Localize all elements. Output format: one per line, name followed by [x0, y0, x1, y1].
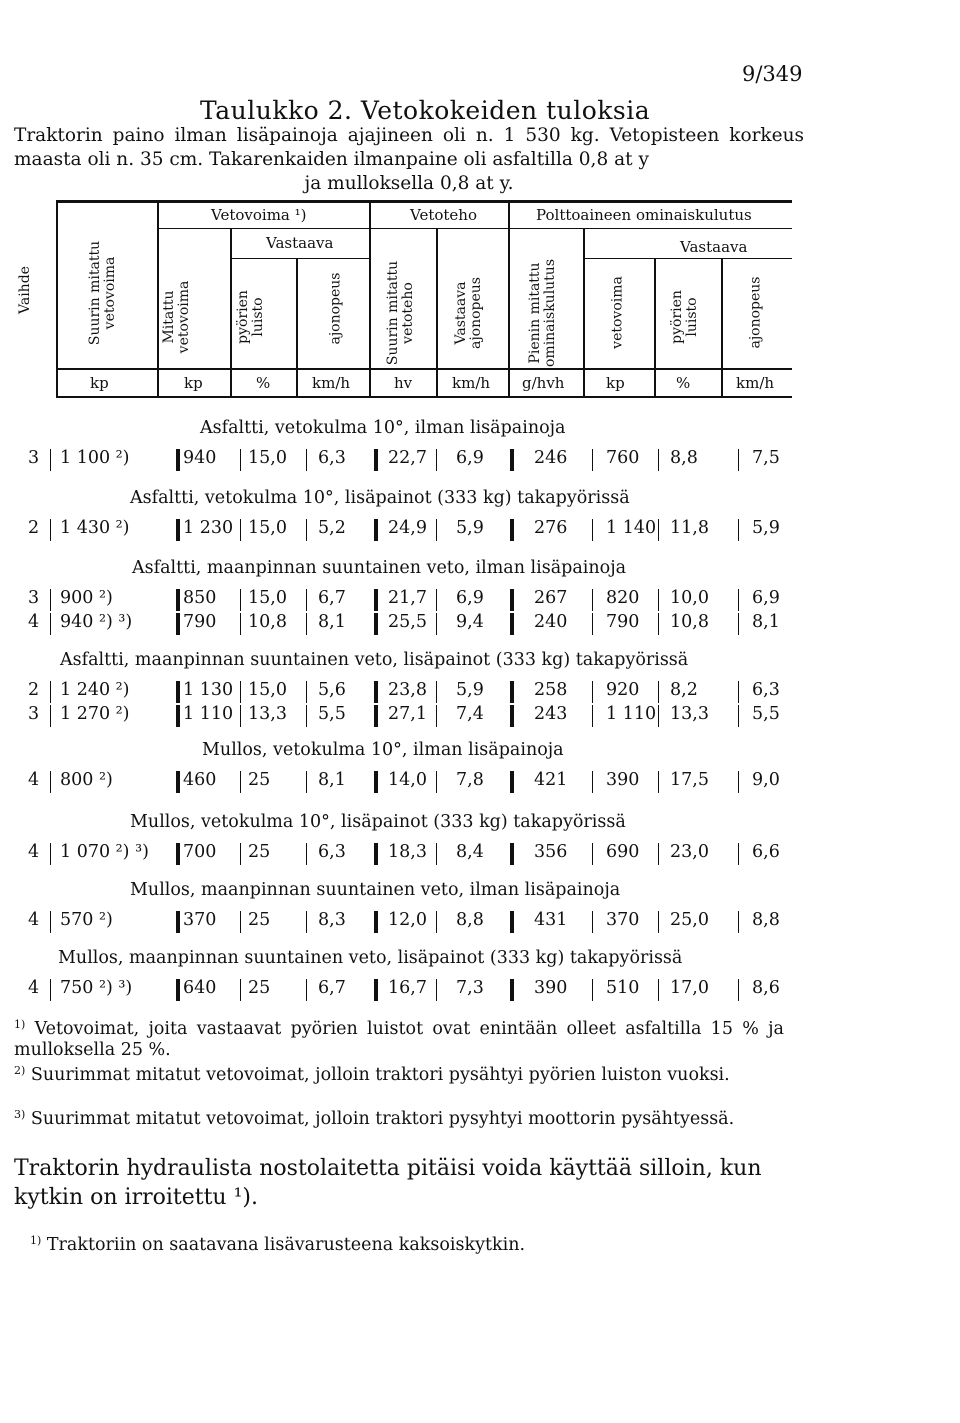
cell-power: 25,5 — [388, 612, 427, 632]
cell-power: 23,8 — [388, 680, 427, 700]
footnote-1: $^{1)}$ Vetovoimat, joita vastaavat pyörien luistot ovat enintään olleet asfaltilla 15 % ja mulloksella 25 %. — [14, 1018, 784, 1060]
cell-min-cons: 258 — [534, 680, 568, 700]
column-rule — [50, 705, 51, 727]
cell-gear: 4 — [28, 910, 40, 930]
column-rule — [592, 613, 593, 635]
cell-max-force: 750 ²) ³) — [60, 978, 133, 998]
cell-c-speed: 8,6 — [752, 978, 780, 998]
column-rule — [50, 449, 51, 471]
column-rule — [176, 843, 180, 865]
column-rule — [658, 911, 659, 933]
cell-max-force: 1 240 ²) — [60, 680, 130, 700]
cell-p-speed: 7,4 — [456, 704, 484, 724]
cell-p-speed: 5,9 — [456, 518, 484, 538]
section-title: Asfaltti, vetokulma 10°, ilman lisäpainoja — [200, 418, 566, 438]
cell-min-cons: 240 — [534, 612, 568, 632]
cell-p-speed: 9,4 — [456, 612, 484, 632]
column-rule — [658, 449, 659, 471]
column-rule — [240, 613, 241, 635]
column-rule — [436, 519, 437, 541]
closing-paragraph: Traktorin hydraulista nostolaitetta pitäisi voida käyttää silloin, kun kytkin on irroitettu ¹). — [14, 1156, 762, 1210]
cell-slip: 13,3 — [248, 704, 287, 724]
column-rule — [658, 589, 659, 611]
column-rule — [374, 979, 378, 1001]
column-rule — [592, 843, 593, 865]
table-title: Taulukko 2. Vetokokeiden tuloksia — [200, 96, 651, 125]
cell-slip: 15,0 — [248, 588, 287, 608]
column-rule — [510, 681, 514, 703]
col-pyorien-luisto-1: pyörien luisto — [235, 290, 266, 344]
column-rule — [176, 911, 180, 933]
column-rule — [436, 449, 437, 471]
footnote-2: $^{2)}$ Suurimmat mitatut vetovoimat, jolloin traktori pysähtyi pyörien luiston vuoksi. — [14, 1064, 730, 1085]
column-rule — [176, 705, 180, 727]
cell-slip: 25 — [248, 910, 271, 930]
cell-c-slip: 11,8 — [670, 518, 709, 538]
column-rule — [306, 979, 307, 1001]
cell-slip: 25 — [248, 770, 271, 790]
column-rule — [436, 589, 437, 611]
cell-force: 1 230 — [183, 518, 234, 538]
section-title: Asfaltti, maanpinnan suuntainen veto, ilman lisäpainoja — [132, 558, 627, 578]
cell-gear: 2 — [28, 518, 40, 538]
cell-p-speed: 6,9 — [456, 588, 484, 608]
column-rule — [240, 771, 241, 793]
col-suurin-vetovoima: Suurin mitattu vetovoima — [87, 240, 118, 346]
table-row — [0, 978, 960, 1002]
section-title: Mullos, vetokulma 10°, lisäpainot (333 kg) takapyörissä — [130, 812, 626, 832]
cell-p-speed: 7,3 — [456, 978, 484, 998]
group-vastaava-1: Vastaava — [266, 234, 334, 252]
column-rule — [658, 681, 659, 703]
column-rule — [306, 705, 307, 727]
cell-power: 14,0 — [388, 770, 427, 790]
column-rule — [658, 979, 659, 1001]
cell-c-force: 760 — [606, 448, 640, 468]
column-rule — [510, 843, 514, 865]
column-rule — [658, 519, 659, 541]
table-row — [0, 612, 960, 636]
column-rule — [306, 589, 307, 611]
cell-speed: 8,1 — [318, 770, 346, 790]
cell-p-speed: 5,9 — [456, 680, 484, 700]
cell-gear: 3 — [28, 448, 40, 468]
table-row — [0, 680, 960, 704]
cell-speed: 6,7 — [318, 978, 346, 998]
column-rule — [374, 449, 378, 471]
column-rule — [50, 979, 51, 1001]
unit-kp-1: kp — [90, 374, 109, 392]
cell-gear: 4 — [28, 842, 40, 862]
cell-force: 790 — [183, 612, 217, 632]
column-rule — [658, 705, 659, 727]
intro-text: Traktorin paino ilman lisäpainoja ajajineen oli n. 1 530 kg. Vetopisteen korkeus maasta oli n. 35 cm. Takarenkaiden ilmanpaine oli asfaltilla 0,8 at y — [14, 125, 804, 170]
cell-max-force: 1 270 ²) — [60, 704, 130, 724]
column-rule — [510, 519, 514, 541]
cell-slip: 15,0 — [248, 680, 287, 700]
cell-max-force: 940 ²) ³) — [60, 612, 133, 632]
column-rule — [510, 589, 514, 611]
col-ajonopeus-2: ajonopeus — [747, 276, 764, 349]
cell-gear: 3 — [28, 588, 40, 608]
column-rule — [50, 589, 51, 611]
cell-c-speed: 8,1 — [752, 612, 780, 632]
cell-c-force: 1 110 — [606, 704, 657, 724]
col-vaihde: Vaihde — [17, 266, 33, 314]
cell-p-speed: 6,9 — [456, 448, 484, 468]
column-rule — [436, 843, 437, 865]
cell-max-force: 900 ²) — [60, 588, 113, 608]
cell-force: 370 — [183, 910, 217, 930]
cell-slip: 15,0 — [248, 448, 287, 468]
group-polttoaine: Polttoaineen ominaiskulutus — [536, 206, 752, 224]
column-rule — [240, 911, 241, 933]
column-rule — [592, 519, 593, 541]
column-rule — [592, 771, 593, 793]
col-mitattu-vetovoima: Mitattu vetovoima — [161, 280, 192, 354]
unit-kp-2: kp — [184, 374, 203, 392]
column-rule — [658, 613, 659, 635]
column-rule — [374, 519, 378, 541]
cell-power: 21,7 — [388, 588, 427, 608]
group-vastaava-2: Vastaava — [680, 238, 748, 256]
column-rule — [240, 519, 241, 541]
column-rule — [592, 449, 593, 471]
column-rule — [240, 843, 241, 865]
column-rule — [176, 449, 180, 471]
cell-gear: 4 — [28, 770, 40, 790]
cell-force: 1 130 — [183, 680, 234, 700]
footnote-3: $^{3)}$ Suurimmat mitatut vetovoimat, jolloin traktori pysyhtyi moottorin pysähtyessä. — [14, 1108, 735, 1129]
cell-min-cons: 267 — [534, 588, 568, 608]
cell-speed: 6,7 — [318, 588, 346, 608]
column-rule — [240, 681, 241, 703]
cell-c-slip: 17,5 — [670, 770, 709, 790]
unit-percent-2: % — [676, 374, 691, 392]
column-rule — [510, 613, 514, 635]
column-rule — [436, 911, 437, 933]
cell-c-force: 510 — [606, 978, 640, 998]
col-ajonopeus-1: ajonopeus — [327, 272, 344, 345]
column-rule — [306, 681, 307, 703]
cell-power: 22,7 — [388, 448, 427, 468]
cell-c-slip: 10,8 — [670, 612, 709, 632]
section-title: Asfaltti, vetokulma 10°, lisäpainot (333 kg) takapyörissä — [130, 488, 630, 508]
cell-c-slip: 8,8 — [670, 448, 698, 468]
table-row — [0, 910, 960, 934]
column-rule — [592, 705, 593, 727]
column-rule — [176, 771, 180, 793]
cell-power: 12,0 — [388, 910, 427, 930]
column-rule — [374, 911, 378, 933]
unit-kmh-2: km/h — [452, 374, 491, 392]
col-suurin-vetoteho: Suurin mitattu vetoteho — [385, 260, 416, 366]
column-rule — [436, 979, 437, 1001]
cell-min-cons: 243 — [534, 704, 568, 724]
cell-c-slip: 25,0 — [670, 910, 709, 930]
table-intro — [14, 124, 804, 196]
column-rule — [240, 589, 241, 611]
cell-c-slip: 13,3 — [670, 704, 709, 724]
column-rule — [50, 681, 51, 703]
cell-c-speed: 8,8 — [752, 910, 780, 930]
cell-gear: 3 — [28, 704, 40, 724]
column-rule — [374, 613, 378, 635]
cell-c-force: 1 140 — [606, 518, 657, 538]
column-rule — [50, 911, 51, 933]
column-rule — [738, 705, 739, 727]
column-rule — [738, 979, 739, 1001]
cell-force: 640 — [183, 978, 217, 998]
column-rule — [738, 449, 739, 471]
column-rule — [374, 589, 378, 611]
column-rule — [738, 519, 739, 541]
cell-force: 1 110 — [183, 704, 234, 724]
col-vastaava-ajonopeus: Vastaava ajonopeus — [453, 277, 484, 350]
cell-p-speed: 7,8 — [456, 770, 484, 790]
cell-slip: 25 — [248, 978, 271, 998]
cell-speed: 5,5 — [318, 704, 346, 724]
cell-gear: 4 — [28, 612, 40, 632]
cell-speed: 6,3 — [318, 842, 346, 862]
column-rule — [374, 681, 378, 703]
col-pienin-ominaiskulutus: Pienin mitattu ominaiskulutus — [527, 258, 558, 368]
column-rule — [306, 519, 307, 541]
table-header — [17, 200, 792, 398]
table-row — [0, 588, 960, 612]
cell-min-cons: 276 — [534, 518, 568, 538]
cell-speed: 5,2 — [318, 518, 346, 538]
column-rule — [374, 705, 378, 727]
cell-c-speed: 7,5 — [752, 448, 780, 468]
column-rule — [738, 911, 739, 933]
cell-c-speed: 6,6 — [752, 842, 780, 862]
column-rule — [50, 843, 51, 865]
cell-c-force: 820 — [606, 588, 640, 608]
cell-max-force: 1 070 ²) ³) — [60, 842, 149, 862]
group-vetovoima: Vetovoima ¹) — [211, 206, 307, 224]
cell-c-force: 790 — [606, 612, 640, 632]
column-rule — [592, 911, 593, 933]
cell-p-speed: 8,8 — [456, 910, 484, 930]
cell-c-speed: 9,0 — [752, 770, 780, 790]
column-rule — [50, 771, 51, 793]
cell-c-speed: 6,3 — [752, 680, 780, 700]
cell-c-speed: 6,9 — [752, 588, 780, 608]
column-rule — [306, 911, 307, 933]
cell-power: 27,1 — [388, 704, 427, 724]
cell-speed: 8,3 — [318, 910, 346, 930]
column-rule — [592, 681, 593, 703]
cell-c-force: 690 — [606, 842, 640, 862]
table-row — [0, 704, 960, 728]
table-row — [0, 842, 960, 866]
table-row — [0, 770, 960, 794]
column-rule — [374, 771, 378, 793]
table-row — [0, 448, 960, 472]
column-rule — [592, 589, 593, 611]
cell-min-cons: 246 — [534, 448, 568, 468]
intro-text-last: ja mulloksella 0,8 at y. — [304, 173, 514, 194]
column-rule — [592, 979, 593, 1001]
unit-percent-1: % — [256, 374, 271, 392]
cell-min-cons: 356 — [534, 842, 568, 862]
cell-max-force: 1 100 ²) — [60, 448, 130, 468]
column-rule — [306, 613, 307, 635]
column-rule — [738, 771, 739, 793]
section-title: Mullos, maanpinnan suuntainen veto, lisäpainot (333 kg) takapyörissä — [58, 948, 683, 968]
column-rule — [658, 771, 659, 793]
column-rule — [436, 681, 437, 703]
group-vetoteho: Vetoteho — [410, 206, 477, 224]
cell-max-force: 570 ²) — [60, 910, 113, 930]
cell-force: 940 — [183, 448, 217, 468]
cell-p-speed: 8,4 — [456, 842, 484, 862]
cell-slip: 10,8 — [248, 612, 287, 632]
column-rule — [50, 519, 51, 541]
cell-force: 460 — [183, 770, 217, 790]
cell-power: 18,3 — [388, 842, 427, 862]
cell-max-force: 1 430 ²) — [60, 518, 130, 538]
unit-kp-3: kp — [606, 374, 625, 392]
column-rule — [306, 771, 307, 793]
cell-slip: 15,0 — [248, 518, 287, 538]
cell-speed: 5,6 — [318, 680, 346, 700]
cell-c-slip: 10,0 — [670, 588, 709, 608]
column-rule — [176, 519, 180, 541]
cell-min-cons: 390 — [534, 978, 568, 998]
column-rule — [738, 613, 739, 635]
column-rule — [738, 681, 739, 703]
cell-min-cons: 421 — [534, 770, 568, 790]
column-rule — [738, 589, 739, 611]
column-rule — [176, 613, 180, 635]
cell-force: 700 — [183, 842, 217, 862]
page-number: 9/349 — [742, 62, 803, 86]
column-rule — [176, 979, 180, 1001]
cell-speed: 8,1 — [318, 612, 346, 632]
cell-c-slip: 8,2 — [670, 680, 698, 700]
column-rule — [436, 613, 437, 635]
column-rule — [306, 843, 307, 865]
cell-speed: 6,3 — [318, 448, 346, 468]
col-pyorien-luisto-2: pyörien luisto — [669, 290, 700, 344]
unit-hv: hv — [394, 374, 413, 392]
cell-power: 16,7 — [388, 978, 427, 998]
cell-c-slip: 17,0 — [670, 978, 709, 998]
cell-c-force: 370 — [606, 910, 640, 930]
unit-ghvh: g/hvh — [522, 374, 565, 392]
cell-c-force: 390 — [606, 770, 640, 790]
cell-min-cons: 431 — [534, 910, 568, 930]
column-rule — [510, 449, 514, 471]
column-rule — [510, 979, 514, 1001]
cell-c-slip: 23,0 — [670, 842, 709, 862]
column-rule — [510, 771, 514, 793]
column-rule — [176, 681, 180, 703]
cell-power: 24,9 — [388, 518, 427, 538]
column-rule — [374, 843, 378, 865]
col-vetovoima-2: vetovoima — [609, 276, 626, 349]
table-row — [0, 518, 960, 542]
cell-gear: 2 — [28, 680, 40, 700]
column-rule — [306, 449, 307, 471]
section-title: Mullos, vetokulma 10°, ilman lisäpainoja — [202, 740, 564, 760]
column-rule — [658, 843, 659, 865]
column-rule — [436, 771, 437, 793]
unit-kmh-3: km/h — [736, 374, 775, 392]
cell-force: 850 — [183, 588, 217, 608]
unit-kmh-1: km/h — [312, 374, 351, 392]
column-rule — [738, 843, 739, 865]
section-title: Mullos, maanpinnan suuntainen veto, ilman lisäpainoja — [130, 880, 621, 900]
column-rule — [436, 705, 437, 727]
cell-slip: 25 — [248, 842, 271, 862]
column-rule — [510, 911, 514, 933]
cell-c-speed: 5,5 — [752, 704, 780, 724]
column-rule — [240, 979, 241, 1001]
column-rule — [176, 589, 180, 611]
cell-c-speed: 5,9 — [752, 518, 780, 538]
cell-max-force: 800 ²) — [60, 770, 113, 790]
column-rule — [240, 449, 241, 471]
closing-footnote: $^{1)}$ Traktoriin on saatavana lisävarusteena kaksoiskytkin. — [30, 1234, 526, 1255]
cell-gear: 4 — [28, 978, 40, 998]
section-title: Asfaltti, maanpinnan suuntainen veto, lisäpainot (333 kg) takapyörissä — [60, 650, 689, 670]
cell-c-force: 920 — [606, 680, 640, 700]
column-rule — [240, 705, 241, 727]
column-rule — [50, 613, 51, 635]
column-rule — [510, 705, 514, 727]
